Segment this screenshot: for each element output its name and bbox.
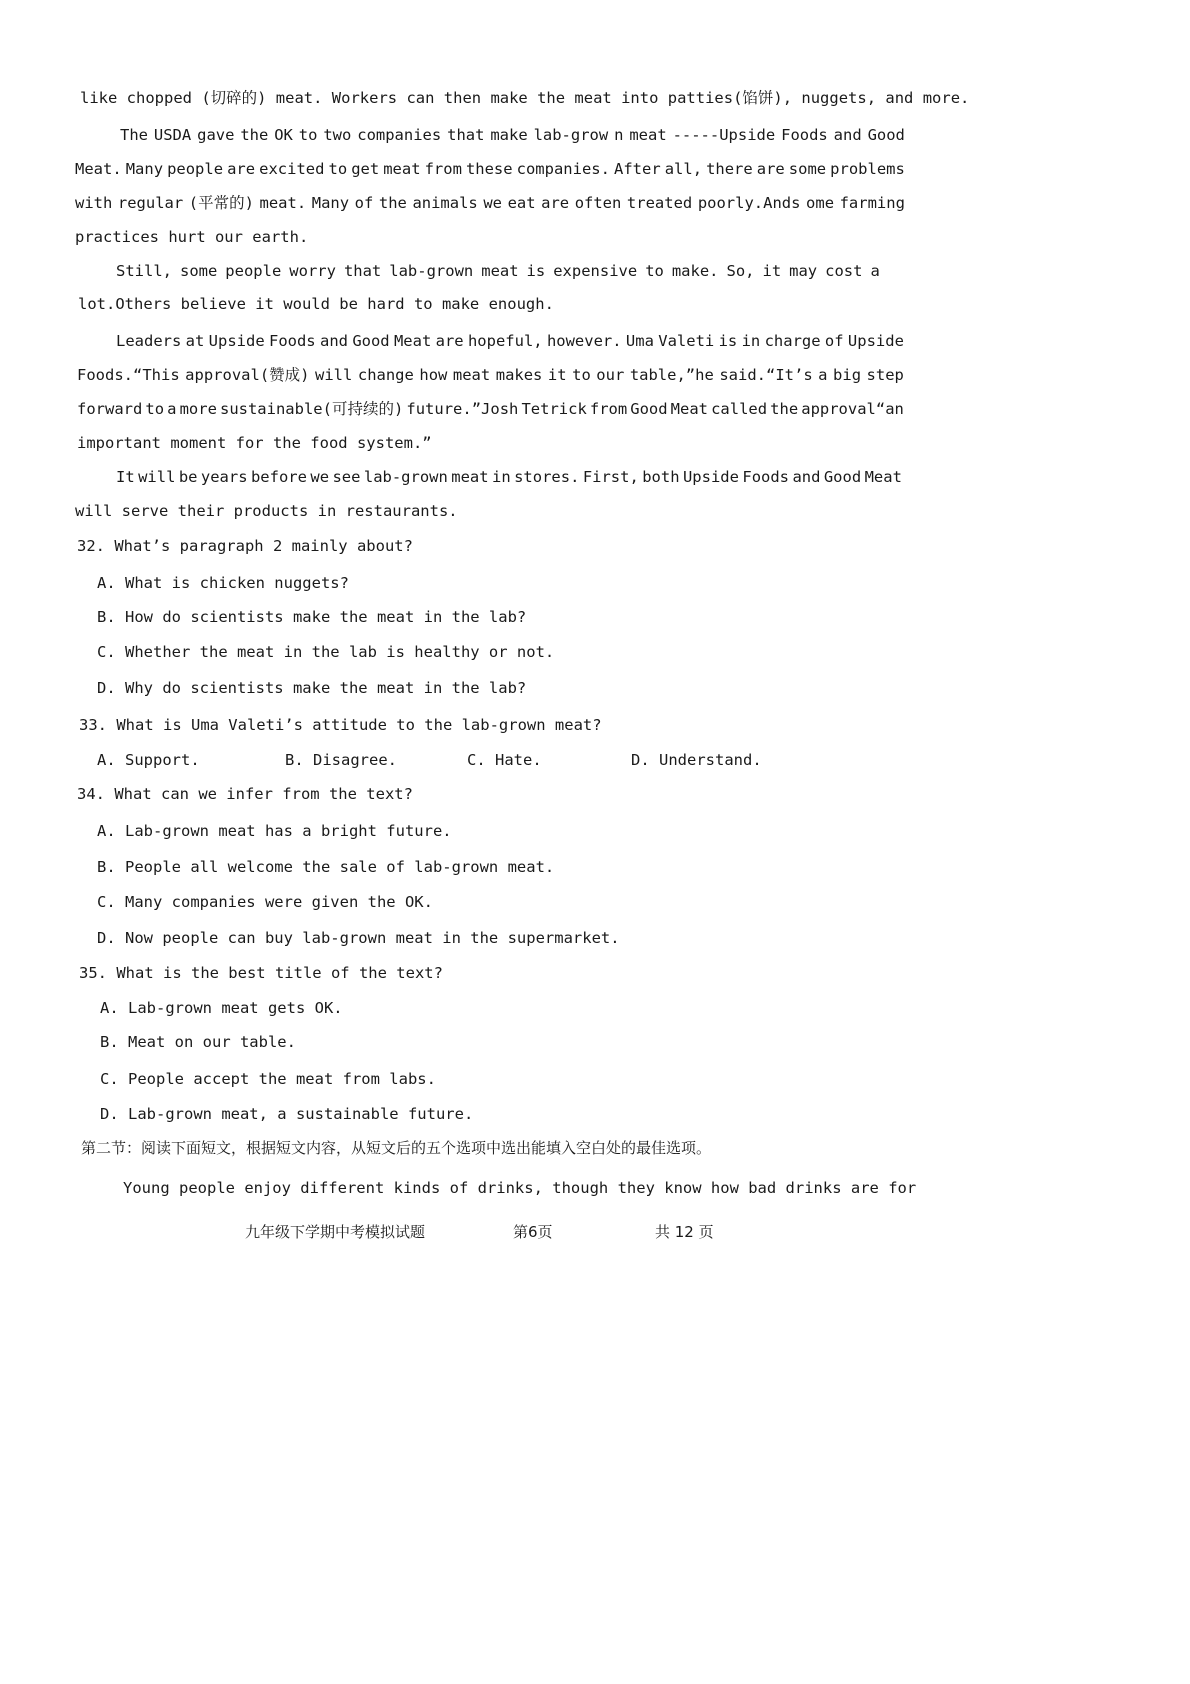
paragraph-2-line-1	[120, 125, 905, 145]
word: hopeful,	[467, 332, 543, 350]
word: may	[789, 262, 818, 280]
word: years	[200, 468, 248, 486]
word: Good	[823, 468, 862, 486]
word: animals	[412, 194, 478, 212]
question-34-option-c: C. Many companies were given the OK.	[97, 893, 433, 911]
word: ome	[806, 194, 835, 212]
paragraph-5-line-2: will serve their products in restaurants.	[75, 502, 458, 520]
word: farming	[839, 194, 905, 212]
question-32-option-d: D. Why do scientists make the meat in the lab?	[97, 679, 527, 697]
section-2-instruction: 第二节：阅读下面短文，根据短文内容，从短文后的五个选项中选出能填入空白处的最佳选项。	[81, 1139, 712, 1157]
word: of	[824, 332, 844, 350]
word: stores.	[514, 468, 580, 486]
word: approval“an	[801, 400, 904, 418]
word: Meat	[670, 400, 708, 418]
question-32-option-a: A. What is chicken nuggets?	[97, 574, 349, 592]
word: with	[75, 194, 113, 212]
word: two	[323, 126, 352, 144]
word: some	[179, 262, 218, 280]
word: USDA	[153, 126, 192, 144]
word: table,”he	[629, 366, 714, 384]
question-33-option-c: C. Hate.	[467, 751, 542, 769]
word: our	[596, 366, 625, 384]
word: it	[762, 262, 782, 280]
word: future.”Josh	[406, 400, 519, 418]
word: Foods	[742, 468, 790, 486]
word: however.	[546, 332, 622, 350]
question-32-option-b: B. How do scientists make the meat in the lab?	[97, 608, 527, 626]
word: to	[645, 262, 664, 280]
word: Many	[311, 194, 350, 212]
word: make.	[671, 262, 719, 280]
question-33-stem: 33. What is Uma Valeti’s attitude to the lab-grown meat?	[79, 716, 602, 734]
word: in	[492, 468, 511, 486]
word: that	[447, 126, 485, 144]
word: (平常的)	[188, 194, 254, 212]
passage-line: like chopped (切碎的) meat. Workers can then make the meat into patties(馅饼), nuggets, and more.	[80, 89, 970, 107]
word: Upside	[208, 332, 265, 350]
word: The	[120, 126, 148, 144]
word: treated	[626, 194, 693, 212]
paragraph-2-line-2	[75, 159, 905, 179]
question-33-option-d: D. Understand.	[631, 751, 762, 769]
word: change	[357, 366, 414, 384]
paragraph-4-line-3	[77, 399, 904, 419]
word: So,	[726, 262, 755, 280]
word: before	[250, 468, 307, 486]
word: Good	[352, 332, 390, 350]
word: cost	[825, 262, 863, 280]
word: are	[756, 160, 785, 178]
word: will	[315, 366, 353, 384]
word: -----Upside	[672, 126, 776, 144]
word: to	[328, 160, 348, 178]
word: called	[711, 400, 768, 418]
word: Foods	[268, 332, 316, 350]
question-34-option-d: D. Now people can buy lab-grown meat in the supermarket.	[97, 929, 620, 947]
word: meat	[452, 366, 491, 384]
question-32-option-c: C. Whether the meat in the lab is healthy or not.	[97, 643, 555, 661]
word: in	[741, 332, 761, 350]
word: there	[706, 160, 753, 178]
word: expensive	[553, 262, 638, 280]
word: the	[378, 194, 407, 212]
word: will	[138, 468, 176, 486]
paragraph-4-line-4: important moment for the food system.”	[77, 434, 432, 452]
word: forward	[77, 400, 143, 418]
word: companies	[357, 126, 442, 144]
word: a	[870, 262, 880, 280]
word: make	[490, 126, 528, 144]
word: Valeti	[658, 332, 715, 350]
question-35-stem: 35. What is the best title of the text?	[79, 964, 443, 982]
word: are	[435, 332, 464, 350]
word: often	[574, 194, 622, 212]
question-34-stem: 34. What can we infer from the text?	[77, 785, 413, 803]
word: makes	[495, 366, 543, 384]
paragraph-3-line-1	[116, 261, 880, 281]
question-33-option-a: A. Support.	[97, 751, 200, 769]
word: Upside	[847, 332, 904, 350]
word: meat	[481, 262, 519, 280]
word: a	[167, 400, 177, 418]
word: Foods	[781, 126, 828, 144]
word: the	[240, 126, 269, 144]
word: a	[818, 366, 828, 384]
word: meat.	[259, 194, 307, 212]
question-32-stem: 32. What’s paragraph 2 mainly about?	[77, 537, 413, 555]
word: these	[465, 160, 513, 178]
footer-total-pages: 共 12 页	[655, 1223, 714, 1241]
word: sustainable(可持续的)	[219, 400, 404, 418]
word: people	[225, 262, 282, 280]
paragraph-2-line-4: practices hurt our earth.	[75, 228, 309, 246]
word: OK	[274, 126, 293, 144]
word: Leaders	[116, 332, 182, 350]
question-35-option-c: C. People accept the meat from labs.	[100, 1070, 436, 1088]
question-35-option-b: B. Meat on our table.	[100, 1033, 296, 1051]
word: lab-grown	[389, 262, 474, 280]
paragraph-5-line-1	[116, 467, 902, 487]
word: it	[547, 366, 567, 384]
word: Foods.“This	[77, 366, 180, 384]
word: from	[424, 160, 462, 178]
word: Tetrick	[521, 400, 587, 418]
question-35-option-a: A. Lab-grown meat gets OK.	[100, 999, 343, 1017]
word: Meat	[864, 468, 902, 486]
word: are	[227, 160, 256, 178]
word: lab-grown	[363, 468, 448, 486]
word: approval(赞成)	[185, 366, 310, 384]
word: from	[589, 400, 628, 418]
word: Good	[630, 400, 668, 418]
paragraph-2-line-3	[75, 193, 905, 213]
word: more	[179, 400, 217, 418]
word: is	[526, 262, 546, 280]
word: Still,	[116, 262, 172, 280]
word: First,	[582, 468, 639, 486]
word: all,	[664, 160, 703, 178]
word: companies.	[516, 160, 610, 178]
word: Meat.	[75, 160, 122, 178]
word: is	[718, 332, 738, 350]
word: lab-grow	[533, 126, 609, 144]
word: people	[167, 160, 224, 178]
word: see	[332, 468, 361, 486]
word: and	[319, 332, 348, 350]
word: that	[343, 262, 382, 280]
paragraph-4-line-1	[116, 331, 904, 351]
footer-page-number: 第6页	[513, 1223, 553, 1241]
question-34-option-a: A. Lab-grown meat has a bright future.	[97, 822, 452, 840]
word: Many	[125, 160, 164, 178]
word: and	[833, 126, 862, 144]
paragraph-4-line-2	[77, 365, 904, 385]
word: n	[614, 126, 624, 144]
word: Uma	[625, 332, 654, 350]
word: meat	[629, 126, 667, 144]
word: gave	[197, 126, 235, 144]
word: meat	[383, 160, 421, 178]
word: get	[351, 160, 380, 178]
question-35-option-d: D. Lab-grown meat, a sustainable future.	[100, 1105, 474, 1123]
word: charge	[764, 332, 821, 350]
word: worry	[289, 262, 336, 280]
section-2-first-line: Young people enjoy different kinds of drinks, though they know how bad drinks are for	[123, 1179, 917, 1197]
word: poorly.Ands	[697, 194, 801, 212]
word: be	[178, 468, 198, 486]
word: to	[572, 366, 591, 384]
word: big	[833, 366, 862, 384]
word: we	[483, 194, 502, 212]
word: Upside	[682, 468, 739, 486]
word: to	[298, 126, 318, 144]
word: how	[419, 366, 448, 384]
word: to	[145, 400, 165, 418]
word: regular	[117, 194, 184, 212]
word: some	[788, 160, 827, 178]
word: excited	[259, 160, 325, 178]
word: meat	[451, 468, 489, 486]
word: are	[541, 194, 570, 212]
word: problems	[830, 160, 905, 178]
word: both	[642, 468, 680, 486]
word: and	[792, 468, 821, 486]
word: said.“It’s	[719, 366, 813, 384]
word: After	[614, 160, 661, 178]
word: It	[116, 468, 135, 486]
word: Good	[867, 126, 905, 144]
paragraph-3-line-2: lot.Others believe it would be hard to make enough.	[78, 295, 554, 313]
word: eat	[507, 194, 536, 212]
question-33-option-b: B. Disagree.	[285, 751, 397, 769]
word: the	[770, 400, 799, 418]
question-34-option-b: B. People all welcome the sale of lab-grown meat.	[97, 858, 555, 876]
word: step	[866, 366, 904, 384]
word: at	[185, 332, 205, 350]
word: of	[354, 194, 374, 212]
footer-exam-title: 九年级下学期中考模拟试题	[245, 1223, 426, 1241]
word: we	[310, 468, 330, 486]
word: Meat	[393, 332, 432, 350]
